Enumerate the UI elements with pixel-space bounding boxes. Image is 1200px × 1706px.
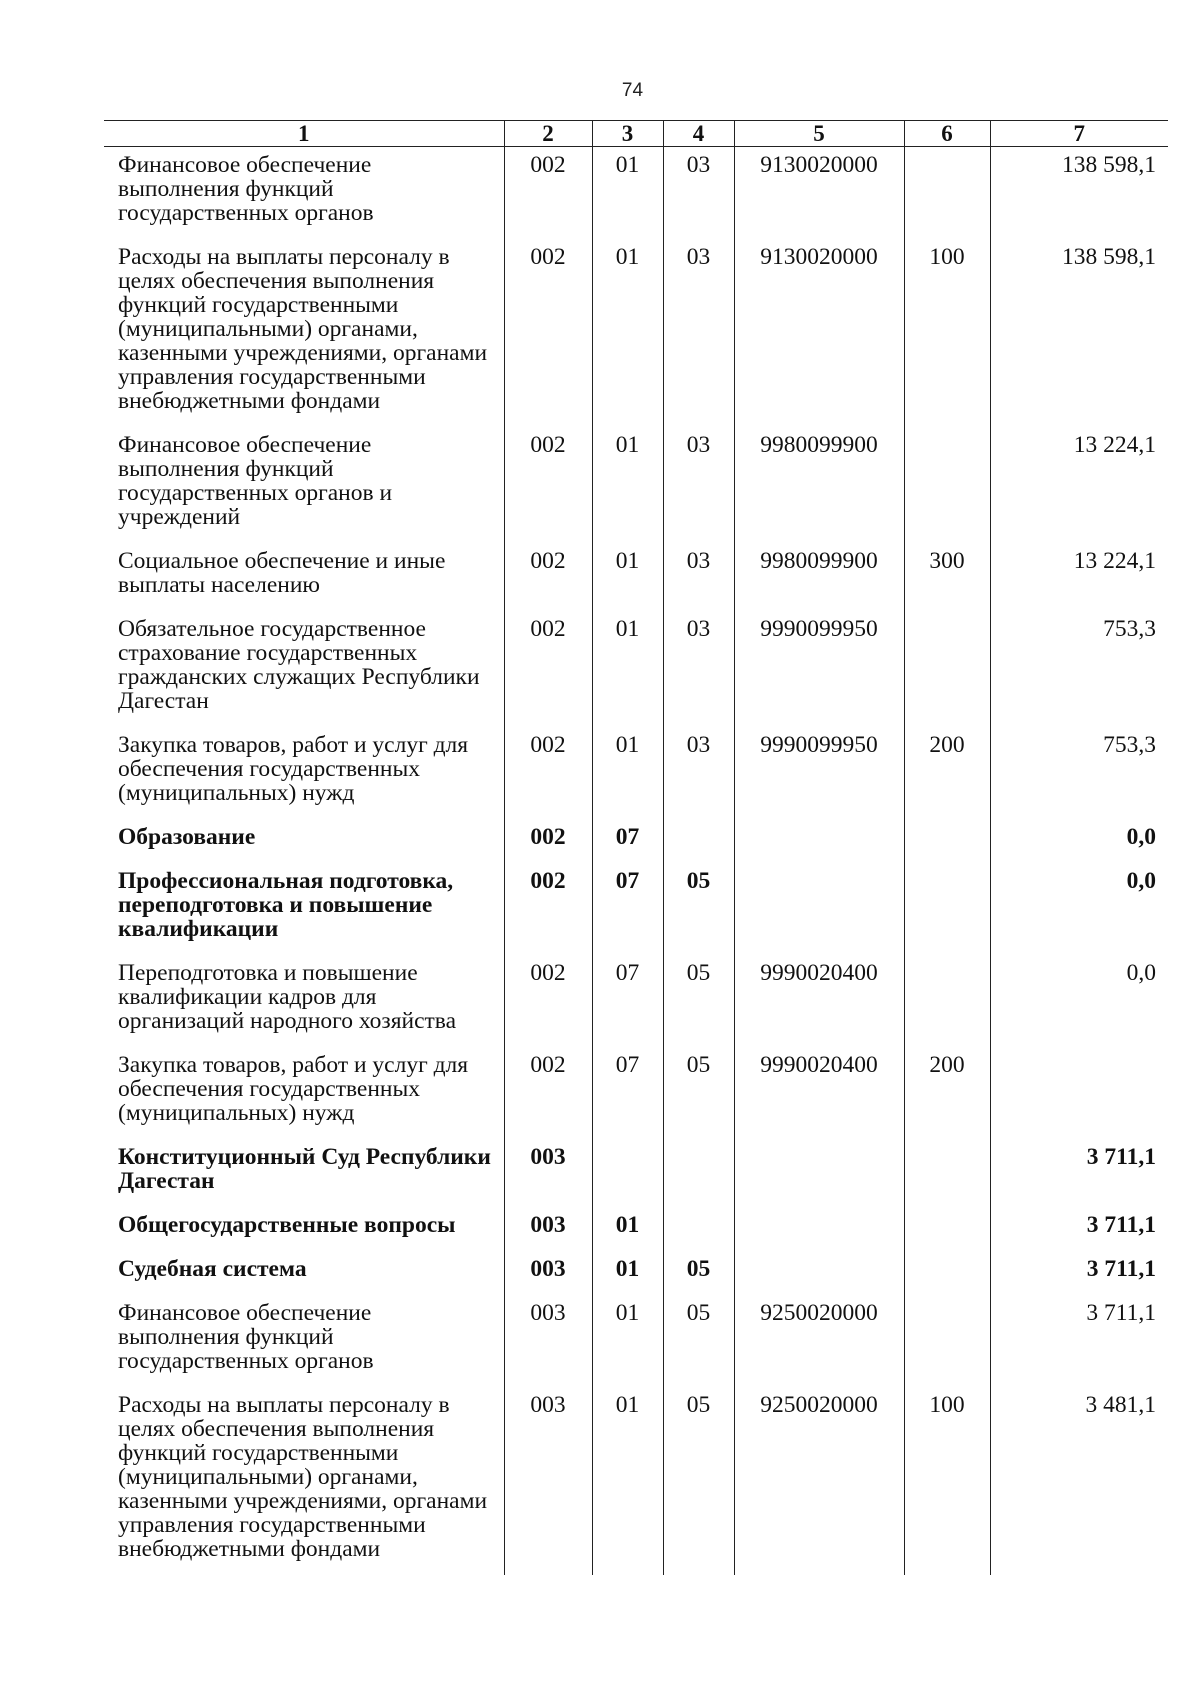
row-subsection: 05 [663,1295,734,1387]
row-section: 01 [592,427,663,543]
row-subsection: 05 [663,863,734,955]
page-number: 74 [621,80,644,101]
row-subsection: 05 [663,1251,734,1295]
row-name: Закупка товаров, работ и услуг для обеспечения государственных (муниципальных) нужд [118,732,469,806]
table-row [104,1207,1168,1251]
row-ministry-code: 002 [504,239,592,427]
table-row [104,1387,1168,1575]
row-ministry-code: 003 [504,1295,592,1387]
row-ministry-code: 002 [504,819,592,863]
budget-table [104,120,1168,1575]
column-header-4: 4 [663,121,734,147]
row-section: 01 [592,147,663,240]
row-section: 01 [592,1251,663,1295]
row-amount: 138 598,1 [990,239,1168,427]
row-amount: 753,3 [990,727,1168,819]
row-amount: 3 711,1 [990,1295,1168,1387]
table-row [104,727,1168,819]
row-expense-type [904,427,990,543]
row-name: Судебная система [118,1256,307,1282]
row-section: 07 [592,955,663,1047]
table-row [104,819,1168,863]
row-subsection: 03 [663,727,734,819]
table-row [104,543,1168,611]
row-name: Расходы на выплаты персоналу в целях обеспечения выполнения функций государственными (муниципальными) органами, казенными учреждениями, органами управления государственными внебюджетными фондами [118,1392,488,1562]
row-expense-type: 100 [904,239,990,427]
row-expense-type: 200 [904,727,990,819]
row-amount: 138 598,1 [990,147,1168,240]
row-amount: 0,0 [990,863,1168,955]
row-target-article: 9990099950 [734,727,904,819]
row-amount: 0,0 [990,955,1168,1047]
column-header-6: 6 [904,121,990,147]
row-target-article: 9250020000 [734,1295,904,1387]
row-amount: 753,3 [990,611,1168,727]
row-name: Закупка товаров, работ и услуг для обеспечения государственных (муниципальных) нужд [118,1052,469,1126]
row-name: Обязательное государственное страхование государственных гражданских служащих Республики Дагестан [118,616,480,714]
row-amount: 13 224,1 [990,543,1168,611]
row-name: Общегосударственные вопросы [118,1212,456,1238]
row-ministry-code: 003 [504,1387,592,1575]
row-ministry-code: 002 [504,1047,592,1139]
row-expense-type [904,863,990,955]
row-subsection: 03 [663,427,734,543]
row-ministry-code: 002 [504,611,592,727]
row-expense-type: 100 [904,1387,990,1575]
column-header-1: 1 [104,121,504,147]
row-name: Социальное обеспечение и иные выплаты населению [118,548,446,598]
row-section: 01 [592,1295,663,1387]
row-subsection [663,1139,734,1207]
row-section: 07 [592,819,663,863]
row-target-article: 9990020400 [734,1047,904,1139]
row-ministry-code: 003 [504,1139,592,1207]
table-row [104,863,1168,955]
row-expense-type: 300 [904,543,990,611]
row-ministry-code: 002 [504,427,592,543]
row-section [592,1139,663,1207]
table-body [104,147,1168,1576]
row-amount: 0,0 [990,819,1168,863]
column-header-5: 5 [734,121,904,147]
row-target-article: 9130020000 [734,239,904,427]
row-ministry-code: 002 [504,863,592,955]
table-row [104,427,1168,543]
row-section: 01 [592,727,663,819]
column-header-2: 2 [504,121,592,147]
row-subsection: 05 [663,1387,734,1575]
row-amount: 13 224,1 [990,427,1168,543]
row-subsection: 03 [663,543,734,611]
table-row [104,611,1168,727]
table-row [104,239,1168,427]
row-target-article [734,819,904,863]
row-target-article [734,1139,904,1207]
row-section: 01 [592,1207,663,1251]
row-target-article: 9980099900 [734,427,904,543]
row-amount [990,1047,1168,1139]
row-amount: 3 711,1 [990,1139,1168,1207]
column-header-3: 3 [592,121,663,147]
row-ministry-code: 002 [504,727,592,819]
row-amount: 3 711,1 [990,1207,1168,1251]
row-target-article [734,1207,904,1251]
row-name: Финансовое обеспечение выполнения функций государственных органов [118,1300,374,1374]
table-row [104,1047,1168,1139]
row-ministry-code: 003 [504,1251,592,1295]
row-name: Финансовое обеспечение выполнения функций государственных органов [118,152,374,226]
row-subsection: 03 [663,239,734,427]
row-target-article: 9130020000 [734,147,904,240]
row-section: 01 [592,1387,663,1575]
row-section: 01 [592,239,663,427]
row-name: Переподготовка и повышение квалификации кадров для организаций народного хозяйства [118,960,457,1034]
row-expense-type [904,955,990,1047]
row-section: 01 [592,611,663,727]
column-header-7: 7 [990,121,1168,147]
row-expense-type [904,611,990,727]
row-name: Финансовое обеспечение выполнения функций государственных органов и учреждений [118,432,393,530]
row-target-article: 9250020000 [734,1387,904,1575]
row-ministry-code: 003 [504,1207,592,1251]
row-ministry-code: 002 [504,147,592,240]
table-row [104,1295,1168,1387]
row-target-article [734,1251,904,1295]
row-amount: 3 711,1 [990,1251,1168,1295]
table-row [104,1139,1168,1207]
row-expense-type: 200 [904,1047,990,1139]
table-header-row [104,121,1168,147]
row-subsection: 05 [663,1047,734,1139]
table-row [104,1251,1168,1295]
table-row [104,955,1168,1047]
row-expense-type [904,819,990,863]
row-target-article: 9990099950 [734,611,904,727]
row-subsection [663,819,734,863]
row-subsection: 05 [663,955,734,1047]
row-expense-type [904,1207,990,1251]
row-section: 07 [592,863,663,955]
row-ministry-code: 002 [504,955,592,1047]
row-expense-type [904,1295,990,1387]
row-subsection: 03 [663,611,734,727]
row-name: Образование [118,824,256,850]
row-section: 01 [592,543,663,611]
row-amount: 3 481,1 [990,1387,1168,1575]
row-expense-type [904,1251,990,1295]
row-subsection [663,1207,734,1251]
row-subsection: 03 [663,147,734,240]
table-row [104,147,1168,240]
row-expense-type [904,1139,990,1207]
row-target-article: 9980099900 [734,543,904,611]
row-name: Конституционный Суд Республики Дагестан [118,1144,491,1194]
row-expense-type [904,147,990,240]
row-target-article [734,863,904,955]
row-ministry-code: 002 [504,543,592,611]
row-target-article: 9990020400 [734,955,904,1047]
row-name: Профессиональная подготовка, переподготовка и повышение квалификации [118,868,454,942]
row-name: Расходы на выплаты персоналу в целях обеспечения выполнения функций государственными (муниципальными) органами, казенными учреждениями, органами управления государственными внебюджетными фондами [118,244,488,414]
row-section: 07 [592,1047,663,1139]
